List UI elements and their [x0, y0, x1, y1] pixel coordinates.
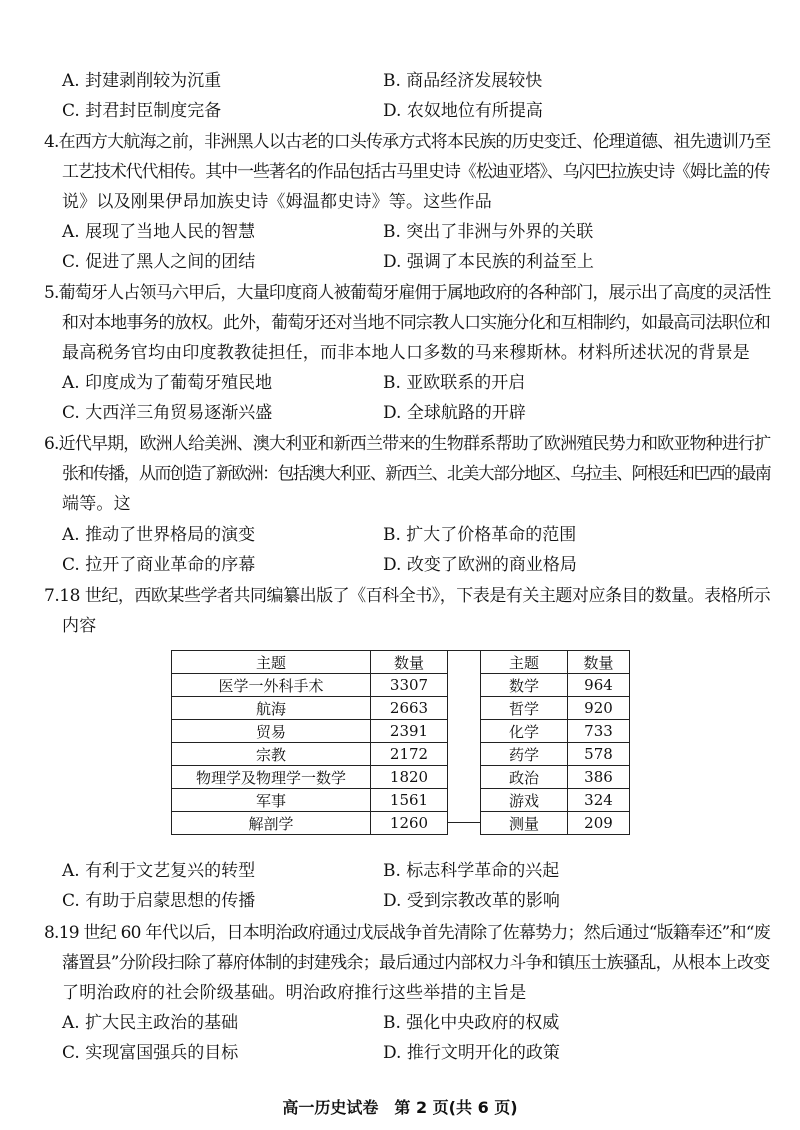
q6-stem-line-3: 端等。这	[62, 494, 131, 514]
table-row	[172, 743, 448, 766]
table-cell: 物理学及物理学一数学	[172, 766, 371, 789]
table-cell: 2663	[371, 697, 448, 720]
q6-stem-line-2: 张和传播，从而创造了新欧洲：包括澳大利亚、新西兰、北美大部分地区、乌拉圭、阿根廷和巴西的最南	[62, 464, 771, 484]
table-row	[172, 720, 448, 743]
table-cell: 2172	[371, 743, 448, 766]
q8-stem-line-2: 藩置县”分阶段扫除了幕府体制的封建残余；最后通过内部权力斗争和镇压士族骚乱，从根本上改变	[62, 953, 770, 973]
table-cell: 测量	[481, 812, 568, 835]
table-cell: 209	[568, 812, 630, 835]
encyclopedia-table-right	[480, 650, 630, 835]
table-cell: 578	[568, 743, 630, 766]
q4-option-c: C. 促进了黑人之间的团结	[62, 252, 256, 272]
table-row	[481, 812, 630, 835]
table-row	[481, 674, 630, 697]
table-cell: 386	[568, 766, 630, 789]
table-cell: 324	[568, 789, 630, 812]
q8-stem-line-3: 了明治政府的社会阶级基础。明治政府推行这些举措的主旨是	[62, 983, 527, 1003]
q6-option-b: B. 扩大了价格革命的范围	[383, 525, 577, 545]
table-row	[172, 789, 448, 812]
table-cell: 航海	[172, 697, 371, 720]
table-row	[172, 766, 448, 789]
q4-option-d: D. 强调了本民族的利益至上	[383, 252, 594, 272]
q7-option-d: D. 受到宗教改革的影响	[383, 891, 560, 911]
q5-option-a: A. 印度成为了葡萄牙殖民地	[62, 373, 273, 393]
q6-option-c: C. 拉开了商业革命的序幕	[62, 555, 256, 575]
table-divider-column	[448, 650, 480, 823]
table-cell: 733	[568, 720, 630, 743]
encyclopedia-table-left	[171, 650, 448, 835]
table-row	[172, 697, 448, 720]
table-cell: 贸易	[172, 720, 371, 743]
q8-option-d: D. 推行文明开化的政策	[383, 1043, 560, 1063]
table-row	[481, 766, 630, 789]
table-row	[481, 720, 630, 743]
page-footer: 高一历史试卷 第 2 页(共 6 页)	[282, 1098, 518, 1117]
table-row	[481, 743, 630, 766]
table-row	[172, 812, 448, 835]
q4-option-a: A. 展现了当地人民的智慧	[62, 222, 256, 242]
q4-stem-line-2: 工艺技术代代相传。其中一些著名的作品包括古马里史诗《松迪亚塔》、乌闪巴拉族史诗《姆比盖的传	[62, 162, 770, 182]
q6-stem-line-1: 6.近代早期，欧洲人给美洲、澳大利亚和新西兰带来的生物群系帮助了欧洲殖民势力和欧亚物种进行扩	[44, 434, 771, 454]
q6-option-a: A. 推动了世界格局的演变	[62, 525, 256, 545]
table-cell: 游戏	[481, 789, 568, 812]
q5-stem-line-2: 和对本地事务的放权。此外，葡萄牙还对当地不同宗教人口实施分化和互相制约，如最高司法职位和	[62, 313, 770, 333]
table-header-count: 数量	[371, 651, 448, 674]
q5-option-b: B. 亚欧联系的开启	[383, 373, 526, 393]
q8-stem-line-1: 8.19 世纪 60 年代以后，日本明治政府通过戊辰战争首先清除了佐幕势力；然后通过“版籍奉还”和“废	[44, 923, 770, 943]
q7-option-a: A. 有利于文艺复兴的转型	[62, 861, 256, 881]
table-cell: 政治	[481, 766, 568, 789]
table-header-topic: 主题	[481, 651, 568, 674]
q3-option-c: C. 封君封臣制度完备	[62, 101, 222, 121]
q4-option-b: B. 突出了非洲与外界的关联	[383, 222, 594, 242]
table-cell: 解剖学	[172, 812, 371, 835]
q7-option-b: B. 标志科学革命的兴起	[383, 861, 560, 881]
table-row	[172, 674, 448, 697]
table-cell: 1820	[371, 766, 448, 789]
q8-option-a: A. 扩大民主政治的基础	[62, 1013, 239, 1033]
table-cell: 药学	[481, 743, 568, 766]
table-cell: 哲学	[481, 697, 568, 720]
q3-option-d: D. 农奴地位有所提高	[383, 101, 543, 121]
table-cell: 医学一外科手术	[172, 674, 371, 697]
table-header-count: 数量	[568, 651, 630, 674]
q7-stem-line-2: 内容	[62, 616, 97, 636]
table-cell: 数学	[481, 674, 568, 697]
table-cell: 军事	[172, 789, 371, 812]
table-row	[481, 789, 630, 812]
q8-option-b: B. 强化中央政府的权威	[383, 1013, 560, 1033]
q7-option-c: C. 有助于启蒙思想的传播	[62, 891, 256, 911]
q5-option-c: C. 大西洋三角贸易逐渐兴盛	[62, 403, 273, 423]
table-cell: 1260	[371, 812, 448, 835]
q3-option-b: B. 商品经济发展较快	[383, 71, 543, 91]
table-header-row	[481, 651, 630, 674]
q3-option-a: A. 封建剥削较为沉重	[62, 71, 222, 91]
q5-option-d: D. 全球航路的开辟	[383, 403, 526, 423]
table-row	[481, 697, 630, 720]
table-cell: 964	[568, 674, 630, 697]
q5-stem-line-1: 5.葡萄牙人占领马六甲后，大量印度商人被葡萄牙雇佣于属地政府的各种部门，展示出了高度的灵活性	[44, 283, 771, 303]
table-header-row	[172, 651, 448, 674]
table-cell: 1561	[371, 789, 448, 812]
table-header-topic: 主题	[172, 651, 371, 674]
table-cell: 920	[568, 697, 630, 720]
q4-stem-line-1: 4.在西方大航海之前，非洲黑人以古老的口头传承方式将本民族的历史变迁、伦理道德、祖先遗训乃至	[44, 132, 771, 152]
q6-option-d: D. 改变了欧洲的商业格局	[383, 555, 577, 575]
q7-stem-line-1: 7.18 世纪，西欧某些学者共同编纂出版了《百科全书》，下表是有关主题对应条目的数量。表格所示	[44, 586, 771, 606]
q4-stem-line-3: 说》以及刚果伊昂加族史诗《姆温都史诗》等。这些作品	[62, 192, 492, 212]
q8-option-c: C. 实现富国强兵的目标	[62, 1043, 239, 1063]
q5-stem-line-3: 最高税务官均由印度教教徒担任，而非本地人口多数的马来穆斯林。材料所述状况的背景是	[62, 343, 750, 363]
table-cell: 3307	[371, 674, 448, 697]
table-cell: 化学	[481, 720, 568, 743]
table-cell: 2391	[371, 720, 448, 743]
table-cell: 宗教	[172, 743, 371, 766]
